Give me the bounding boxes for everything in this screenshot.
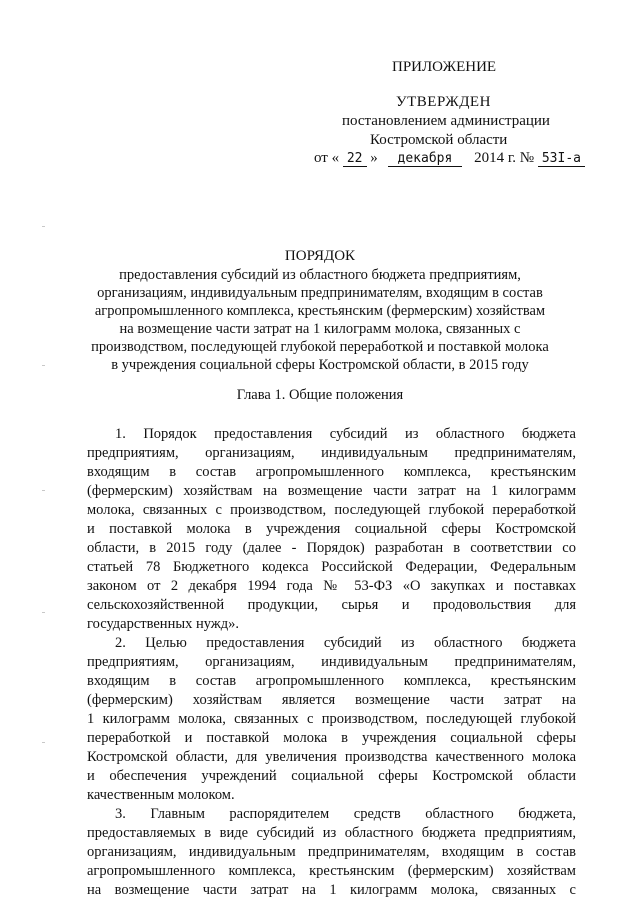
- decree-day: 22: [343, 151, 367, 167]
- document-body: [87, 425, 576, 900]
- date-mid: »: [370, 150, 378, 166]
- subtitle-line: в учреждения социальной сферы Костромской области, в 2015 году: [111, 357, 529, 373]
- decree-number: 53I-а: [538, 151, 585, 167]
- subtitle-line: агропромышленного комплекса, крестьянским (фермерским) хозяйствам: [94, 303, 546, 319]
- body-line: 1. Порядок предоставления субсидий из областного бюджета: [115, 426, 576, 442]
- body-line: 3. Главным распорядителем средств областного бюджета,: [115, 806, 576, 822]
- body-line: 1 килограмм молока, связанных с производством, последующей глубокой: [87, 711, 576, 727]
- subtitle-line: производством, последующей глубокой переработкой и поставкой молока: [91, 339, 549, 355]
- decree-year: 2014 г. №: [474, 150, 535, 166]
- approved-by-line: постановлением администрации: [342, 113, 550, 129]
- scan-margin-mark: [42, 742, 45, 743]
- body-line: предприятиям, организациям, индивидуальным предпринимателям,: [87, 445, 576, 461]
- subtitle-line: на возмещение части затрат на 1 килограмм молока, связанных с: [119, 321, 521, 337]
- decree-date-line: [314, 149, 585, 168]
- body-line: входящим в состав агропромышленного комплекса, крестьянским: [87, 464, 576, 480]
- body-line: сельскохозяйственной продукции, сырья и продовольствия для: [87, 597, 576, 613]
- document-subtitle: [0, 266, 640, 374]
- date-prefix: от «: [314, 150, 340, 166]
- body-line: молока, связанных с производством, последующей глубокой переработкой: [87, 502, 576, 518]
- body-line: Костромской области, для увеличения производства качественного молока: [87, 749, 576, 765]
- subtitle-line: организациям, индивидуальным предпринимателям, входящим в состав: [97, 285, 543, 301]
- chapter-heading: Глава 1. Общие положения: [236, 387, 404, 403]
- body-line: и поставкой молока в учреждения социальной сферы Костромской: [87, 521, 576, 537]
- body-line: на возмещение части затрат на 1 килограмм молока, связанных с: [87, 882, 576, 898]
- body-line: статьей 78 Бюджетного кодекса Российской Федерации, Федеральным: [87, 559, 576, 575]
- body-line: (фермерским) хозяйствам является возмещение части затрат на: [87, 692, 576, 708]
- body-line: и обеспечения учреждений социальной сферы Костромской области: [87, 768, 576, 784]
- scan-margin-mark: [42, 226, 45, 227]
- body-line: переработкой и поставкой молока в учреждения социальной сферы: [87, 730, 576, 746]
- body-line: качественным молоком.: [87, 787, 235, 803]
- appendix-heading: ПРИЛОЖЕНИЕ: [392, 59, 497, 75]
- subtitle-line: предоставления субсидий из областного бюджета предприятиям,: [119, 267, 521, 283]
- body-line: 2. Целью предоставления субсидий из областного бюджета: [115, 635, 576, 651]
- body-line: (фермерским) хозяйствам на возмещение части затрат на 1 килограмм: [87, 483, 576, 499]
- region-line: Костромской области: [370, 132, 508, 148]
- document-title: ПОРЯДОК: [284, 248, 356, 264]
- body-line: организациям, индивидуальным предпринимателям, входящим в состав: [87, 844, 576, 860]
- decree-month: декабря: [388, 151, 463, 167]
- body-line: агропромышленного комплекса, крестьянским (фермерским) хозяйствам: [87, 863, 576, 879]
- scan-margin-mark: [42, 490, 45, 491]
- body-line: законом от 2 декабря 1994 года № 53-ФЗ «О закупках и поставках: [87, 578, 576, 594]
- body-line: предоставляемых в виде субсидий из областного бюджета предприятиям,: [87, 825, 576, 841]
- body-line: области, в 2015 году (далее - Порядок) разработан в соответствии со: [87, 540, 576, 556]
- body-line: предприятиям, организациям, индивидуальным предпринимателям,: [87, 654, 576, 670]
- body-line: государственных нужд».: [87, 616, 240, 632]
- body-line: входящим в состав агропромышленного комплекса, крестьянским: [87, 673, 576, 689]
- approved-heading: УТВЕРЖДЕН: [396, 94, 491, 110]
- scan-margin-mark: [42, 612, 45, 613]
